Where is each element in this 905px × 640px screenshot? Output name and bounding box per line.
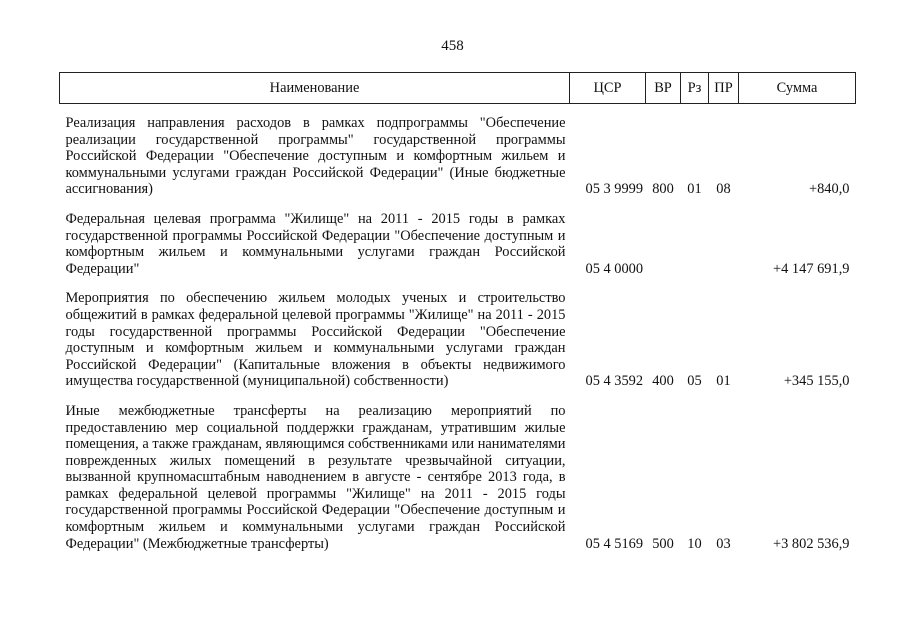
header-name: Наименование <box>60 73 570 104</box>
row-csr: 05 3 9999 <box>585 181 644 198</box>
row-pr <box>709 198 739 277</box>
row-pr: 01 <box>716 373 731 390</box>
row-rz: 05 <box>687 373 702 390</box>
row-rz: 01 <box>687 181 702 198</box>
table-row <box>60 198 856 277</box>
page-number: 458 <box>441 38 464 54</box>
row-rz <box>681 198 709 277</box>
row-name: Федеральная целевая программа "Жилище" на 2011 - 2015 годы в рамках государственной программы Российской Федерации "Обеспечение доступным и комфортным жильем и коммунальными услугами граждан Российской Федерации" <box>65 210 566 277</box>
row-rz: 10 <box>687 535 702 552</box>
header-row <box>60 73 856 104</box>
row-sum: +345 155,0 <box>783 373 850 390</box>
table-row <box>60 104 856 198</box>
row-pr: 03 <box>716 535 731 552</box>
row-vr: 400 <box>652 373 674 390</box>
row-name: Иные межбюджетные трансферты на реализацию мероприятий по предоставлению мер социальной поддержки гражданам, утратившим жилые помещения, а также гражданам, являющимся собственниками или нанимателями поврежденных жилых помещений в результате чрезвычайной ситуации, вызванной крупномасштабным наводнением в августе - сентябре 2013 года, в рамках федеральной целевой программы "Жилище" на 2011 - 2015 годы государственной программы Российской Федерации "Обеспечение доступным и комфортным жильем и коммунальными услугами граждан Российской Федерации" (Межбюджетные трансферты) <box>65 402 566 552</box>
header-vr: ВР <box>646 73 681 104</box>
row-name: Реализация направления расходов в рамках подпрограммы "Обеспечение реализации государственной программы" государственной программы Российской Федерации "Обеспечение доступным и комфортным жильем и коммунальными услугами граждан Российской Федерации" (Иные бюджетные ассигнования) <box>65 115 566 198</box>
header-rz: Рз <box>681 73 709 104</box>
row-name: Мероприятия по обеспечению жильем молодых ученых и строительство общежитий в рамках федеральной целевой программы "Жилище" на 2011 - 2015 годы государственной программы Российской Федерации "Обеспечение доступным и комфортным жильем и коммунальными услугами граждан Российской Федерации" (Капитальные вложения в объекты недвижимого имущества государственной (муниципальной) собственности) <box>65 290 566 390</box>
header-csr: ЦСР <box>570 73 646 104</box>
row-csr: 05 4 0000 <box>585 260 644 277</box>
row-pr: 08 <box>716 181 731 198</box>
table-row <box>60 390 856 552</box>
row-sum: +840,0 <box>809 181 850 198</box>
row-csr: 05 4 5169 <box>585 535 644 552</box>
header-sum: Сумма <box>739 73 856 104</box>
row-sum: +4 147 691,9 <box>773 260 850 277</box>
row-csr: 05 4 3592 <box>585 373 644 390</box>
budget-table <box>59 72 856 552</box>
row-vr: 800 <box>652 181 674 198</box>
row-vr <box>646 198 681 277</box>
table-row <box>60 277 856 390</box>
header-pr: ПР <box>709 73 739 104</box>
table-header <box>60 73 856 104</box>
row-vr: 500 <box>652 535 674 552</box>
table-body <box>60 104 856 553</box>
row-sum: +3 802 536,9 <box>773 535 850 552</box>
